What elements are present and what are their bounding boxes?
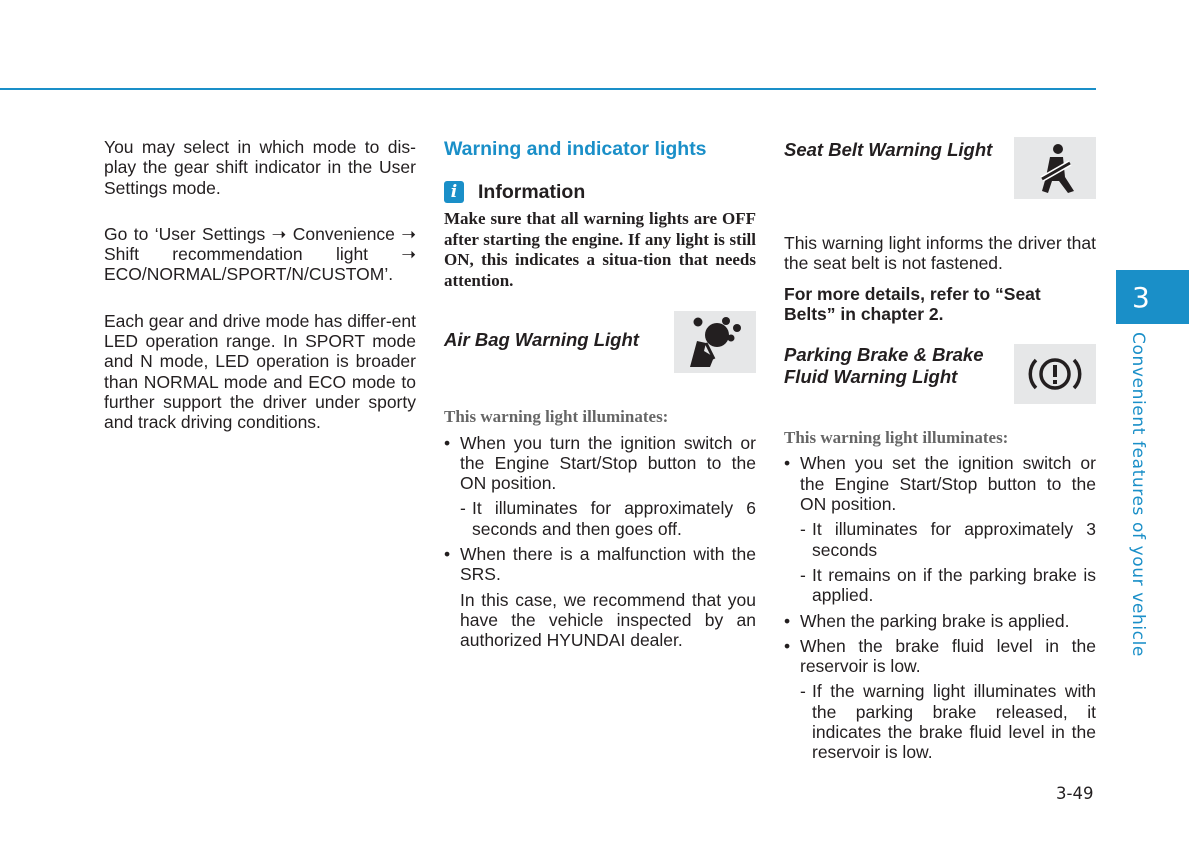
info-icon: i bbox=[444, 181, 464, 203]
user-settings-path-paragraph: Go to ‘User Settings ➝ Convenience ➝ Shift recommendation light ➝ ECO/NORMAL/SPORT/N/CUSTOM’. bbox=[104, 223, 416, 285]
list-item: • When you set the ignition switch or the Engine Start/Stop button to the ON position. - It illuminates for approximately 3 seconds - It remains on if the parking brake is applied. bbox=[784, 453, 1096, 605]
information-text: Make sure that all warning lights are OFF after starting the engine. If any light is still ON, this indicates a situa-tion that needs attention. bbox=[444, 209, 756, 290]
seatbelt-title: Seat Belt Warning Light bbox=[784, 139, 993, 160]
brake-warning-icon bbox=[1014, 344, 1096, 404]
information-title: Information bbox=[478, 181, 586, 204]
top-rule bbox=[0, 88, 1096, 90]
airbag-title: Air Bag Warning Light bbox=[444, 329, 639, 351]
list-subitem: - If the warning light illuminates with the parking brake released, it indicates the brake fluid level in the reservoir is low. bbox=[800, 681, 1096, 763]
gear-indicator-paragraph: You may select in which mode to dis-play the gear shift indicator in the User Settings mode. bbox=[104, 137, 416, 198]
page-number: 3-49 bbox=[1056, 784, 1094, 803]
airbag-warning-icon bbox=[674, 311, 756, 373]
seatbelt-warning-icon bbox=[1014, 137, 1096, 199]
list-item-continuation: In this case, we recommend that you have the vehicle inspected by an authorized HYUNDAI dealer. bbox=[460, 589, 756, 651]
column-1 bbox=[104, 137, 416, 433]
list-item: • When the brake fluid level in the reservoir is low. - If the warning light illuminates with the parking brake released, it indicates the brake fluid level in the reservoir is low. bbox=[784, 636, 1096, 763]
list-subitem: - It remains on if the parking brake is applied. bbox=[800, 564, 1096, 606]
seatbelt-section-header bbox=[784, 137, 1096, 199]
parking-brake-conditions-list bbox=[784, 453, 1096, 762]
parking-brake-title: Parking Brake & Brake Fluid Warning Light bbox=[784, 344, 984, 388]
list-subitem: - It illuminates for approximately 3 seconds bbox=[800, 519, 1096, 560]
list-subitem: - It illuminates for approximately 6 seconds and then goes off. bbox=[460, 498, 756, 539]
information-header bbox=[444, 181, 756, 203]
seatbelt-reference: For more details, refer to “Seat Belts” in chapter 2. bbox=[784, 283, 1041, 324]
chapter-tab: 3 bbox=[1116, 270, 1189, 324]
seatbelt-description: This warning light informs the driver that the seat belt is not fastened. bbox=[784, 233, 1096, 274]
airbag-illuminates-label: This warning light illuminates: bbox=[444, 407, 669, 427]
chapter-title: Convenient features of your vehicle bbox=[1128, 332, 1148, 657]
parking-brake-section-header bbox=[784, 344, 1096, 404]
led-operation-paragraph: Each gear and drive mode has differ-ent LED operation range. In SPORT mode and N mode, LED operation is broader than NORMAL mode and ECO mode to further support the driver under sporty and track driving conditions. bbox=[104, 310, 416, 433]
list-item: • When you turn the ignition switch or the Engine Start/Stop button to the ON position. - It illuminates for approximately 6 seconds and then goes off. bbox=[444, 433, 756, 539]
airbag-conditions-list bbox=[444, 433, 756, 651]
airbag-section-header bbox=[444, 311, 756, 373]
parking-illuminates-label: This warning light illuminates: bbox=[784, 428, 1009, 448]
column-2 bbox=[444, 137, 756, 651]
column-3 bbox=[784, 137, 1096, 763]
list-item: • When the parking brake is applied. bbox=[784, 611, 1096, 631]
list-item: • When there is a malfunction with the SRS. In this case, we recommend that you have the vehicle inspected by an authorized HYUNDAI dealer. bbox=[444, 544, 756, 650]
section-heading: Warning and indicator lights bbox=[444, 138, 707, 160]
